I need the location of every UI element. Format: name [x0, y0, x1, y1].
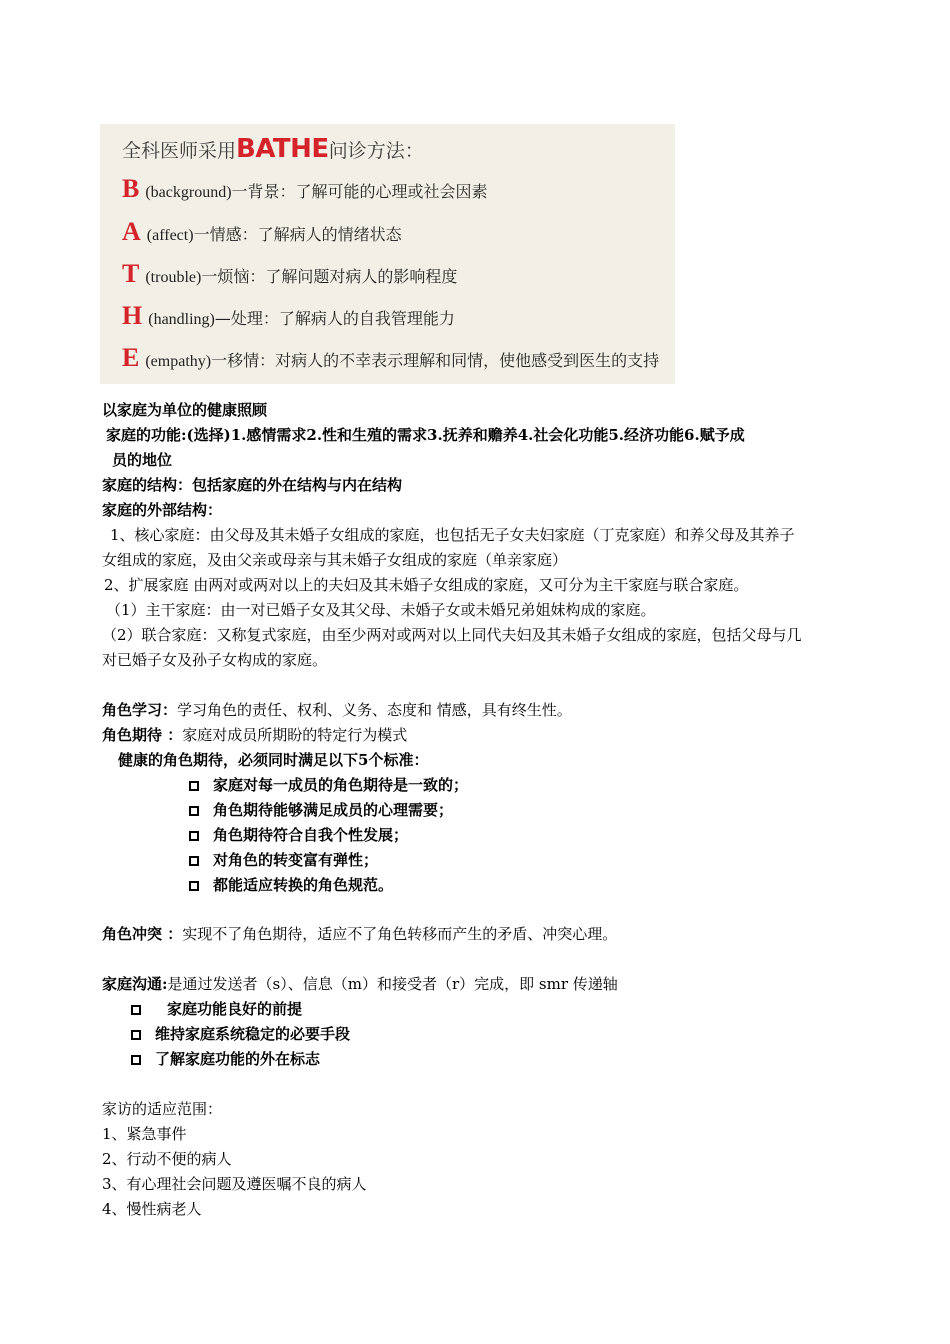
functions-line2: 员的地位: [112, 451, 173, 469]
joint-family-line2: 对已婚子女及孙子女构成的家庭。: [102, 651, 328, 669]
checkbox-icon: [189, 831, 199, 841]
criterion-item: 角色期待符合自我个性发展；: [189, 823, 408, 847]
core-family-line2: 女组成的家庭，及由父亲或母亲与其未婚子女组成的家庭（单亲家庭）: [102, 551, 568, 569]
checkbox-icon: [131, 1055, 141, 1065]
checkbox-icon: [189, 856, 199, 866]
family-communication: 家庭沟通:是通过发送者（s）、信息（m）和接受者（r）完成，即 smr 传递轴: [102, 975, 618, 993]
bathe-figure: [100, 124, 675, 384]
joint-family-line1: （2）联合家庭：又称复式家庭，由至少两对或两对以上同代夫妇及其未婚子女组成的家庭，包括父母与几: [102, 626, 802, 644]
checkbox-icon: [189, 806, 199, 816]
bathe-highlight: BATHE: [236, 134, 329, 164]
bathe-row-b: B (background)一背景：了解可能的心理或社会因素: [122, 174, 488, 203]
home-visit-item: 1、紧急事件: [102, 1125, 187, 1143]
bathe-row-h: H (handling)—处理：了解病人的自我管理能力: [122, 301, 455, 330]
criterion-item: 角色期待能够满足成员的心理需要；: [189, 798, 453, 822]
criterion-item: 对角色的转变富有弹性；: [189, 848, 378, 872]
checkbox-icon: [189, 781, 199, 791]
role-conflict: 角色冲突 ：实现不了角色期待，适应不了角色转移而产生的矛盾、冲突心理。: [102, 925, 618, 943]
criterion-item: 都能适应转换的角色规范。: [189, 873, 393, 897]
bathe-row-t: T (trouble)一烦恼：了解问题对病人的影响程度: [122, 259, 458, 288]
bathe-row-e: E (empathy)一移情：对病人的不幸表示理解和同情，使他感受到医生的支持: [122, 343, 660, 372]
core-family-line1: 1、核心家庭：由父母及其未婚子女组成的家庭，也包括无子女夫妇家庭（丁克家庭）和养父母及其养子: [110, 526, 795, 544]
healthy-expectation: 健康的角色期待，必须同时满足以下5个标准：: [118, 751, 429, 769]
home-visit-item: 3、有心理社会问题及遵医嘱不良的病人: [102, 1175, 367, 1193]
communication-point: 家庭功能良好的前提: [131, 997, 302, 1021]
communication-point: 了解家庭功能的外在标志: [131, 1047, 320, 1071]
home-visit-item: 2、行动不便的病人: [102, 1150, 232, 1168]
home-visit-item: 4、慢性病老人: [102, 1200, 202, 1218]
bathe-title: 全科医师采用BATHE问诊方法：: [122, 134, 424, 164]
structure: 家庭的结构：包括家庭的外在结构与内在结构: [102, 476, 403, 494]
external-title: 家庭的外部结构：: [102, 501, 223, 519]
checkbox-icon: [189, 881, 199, 891]
role-expectation: 角色期待 ：家庭对成员所期盼的特定行为模式: [102, 726, 408, 744]
functions-line1: 家庭的功能:(选择)1.感情需求2.性和生殖的需求3.抚养和赡养4.社会化功能5.经济功能6.赋予成: [106, 426, 745, 444]
checkbox-icon: [131, 1005, 141, 1015]
criterion-item: 家庭对每一成员的角色期待是一致的；: [189, 773, 468, 797]
home-visit-title: 家访的适应范围：: [102, 1100, 223, 1118]
communication-point: 维持家庭系统稳定的必要手段: [131, 1022, 350, 1046]
role-learning: 角色学习：学习角色的责任、权利、义务、态度和 情感，具有终生性。: [102, 701, 572, 719]
bathe-row-a: A (affect)一情感：了解病人的情绪状态: [122, 217, 402, 246]
extended-family: 2、扩展家庭 由两对或两对以上的夫妇及其未婚子女组成的家庭，又可分为主干家庭与联合家庭。: [104, 576, 749, 594]
stem-family: （1）主干家庭：由一对已婚子女及其父母、未婚子女或未婚兄弟姐妹构成的家庭。: [106, 601, 656, 619]
heading: 以家庭为单位的健康照顾: [102, 401, 268, 419]
checkbox-icon: [131, 1030, 141, 1040]
